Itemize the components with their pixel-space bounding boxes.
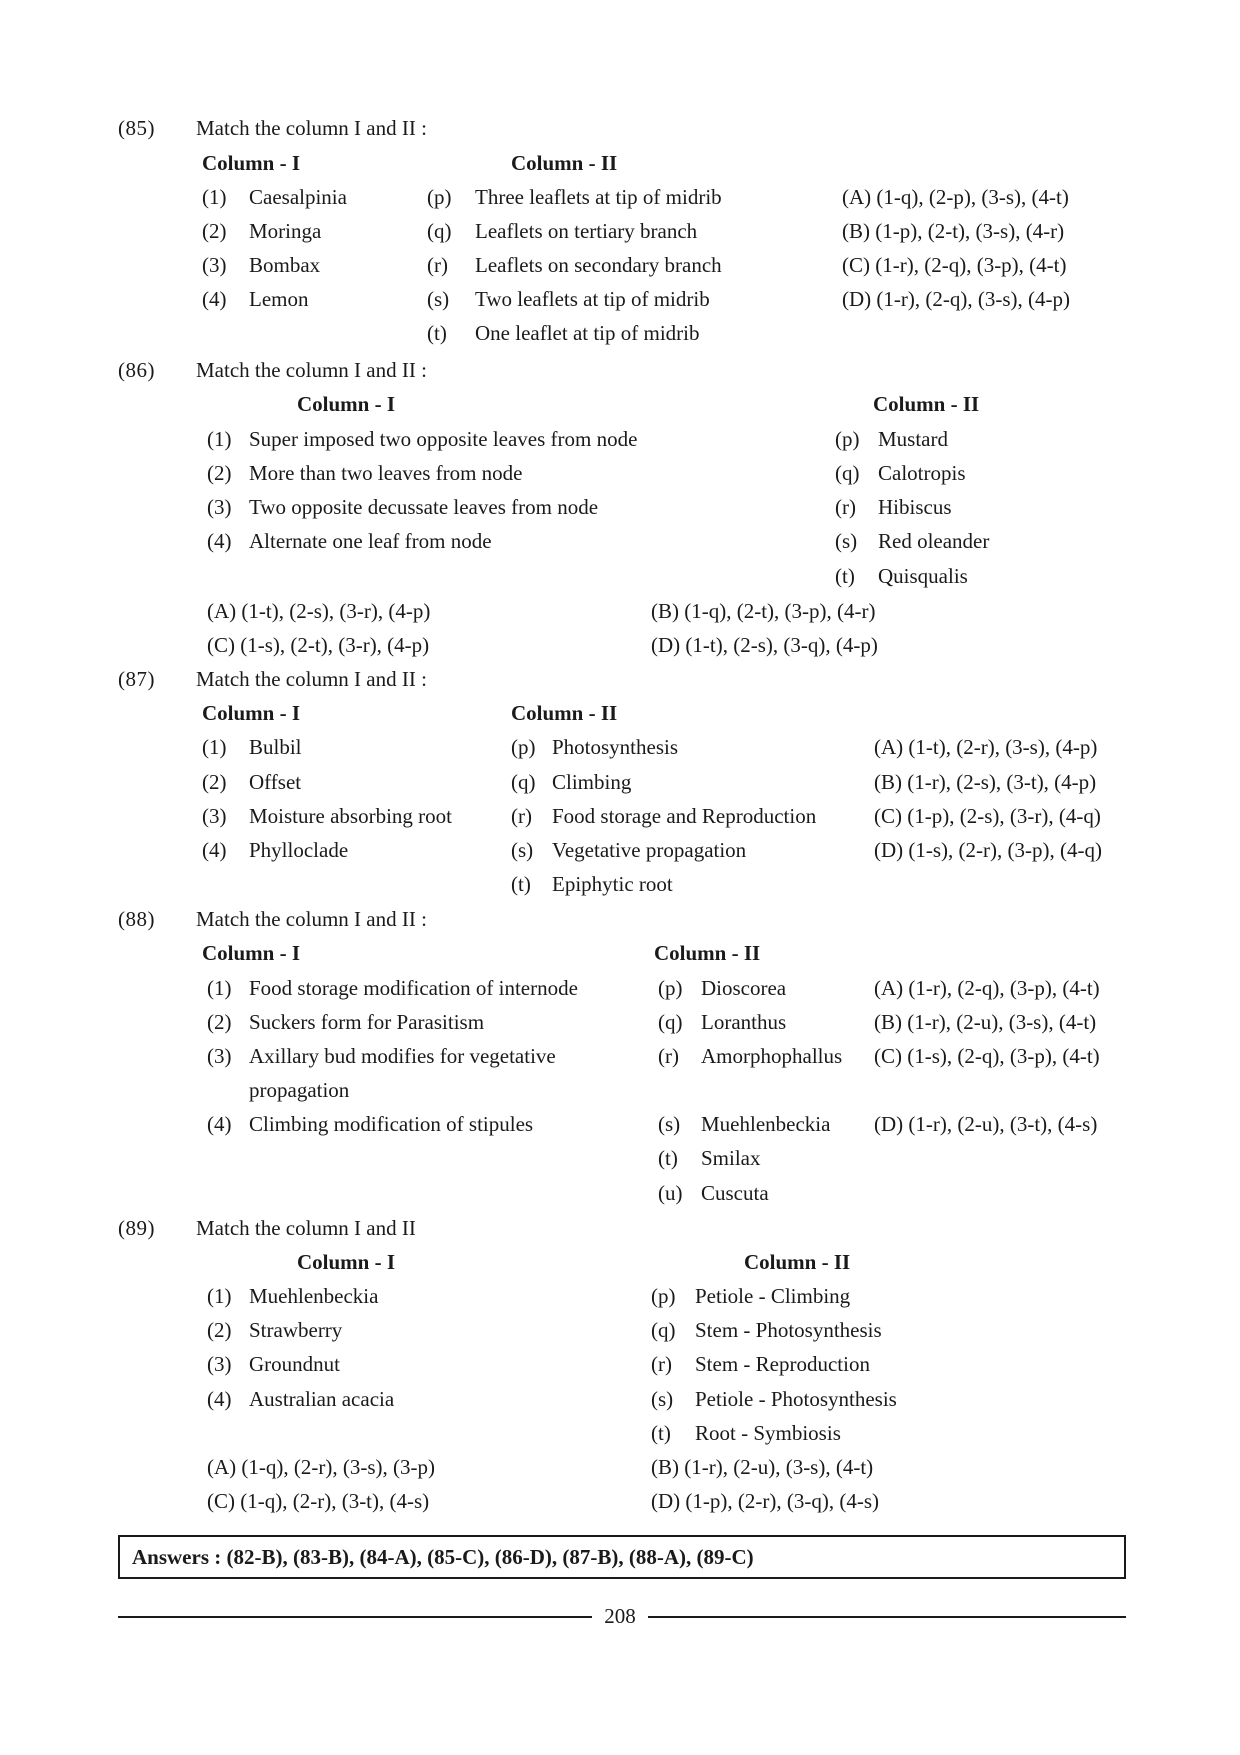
item-text: Cuscuta	[701, 1181, 769, 1205]
item-text: Three leaflets at tip of midrib	[475, 185, 722, 209]
item-text: Mustard	[878, 427, 948, 451]
item-text: Stem - Photosynthesis	[695, 1318, 882, 1342]
answer-option: (A) (1-r), (2-q), (3-p), (4-t)	[874, 976, 1100, 1000]
item-text-continued: propagation	[249, 1078, 350, 1102]
item-text: Petiole - Photosynthesis	[695, 1387, 897, 1411]
answer-option: (C) (1-s), (2-q), (3-p), (4-t)	[874, 1044, 1100, 1068]
item-text: Super imposed two opposite leaves from node	[249, 427, 638, 451]
item-text: Offset	[249, 770, 302, 794]
item-key: (4)	[202, 287, 227, 311]
answer-option: (C) (1-q), (2-r), (3-t), (4-s)	[207, 1489, 430, 1513]
item-key: (p)	[651, 1284, 676, 1308]
item-key: (3)	[202, 804, 227, 828]
answer-option: (B) (1-r), (2-s), (3-t), (4-p)	[874, 770, 1097, 794]
item-text: Groundnut	[249, 1352, 340, 1376]
item-key: (4)	[207, 529, 232, 553]
item-key: (3)	[207, 1044, 232, 1068]
item-key: (r)	[835, 495, 856, 519]
item-text: Moisture absorbing root	[249, 804, 452, 828]
item-text: Root - Symbiosis	[695, 1421, 841, 1445]
item-text: Leaflets on secondary branch	[475, 253, 722, 277]
item-text: Climbing	[552, 770, 632, 794]
item-key: (s)	[658, 1112, 681, 1136]
item-key: (p)	[835, 427, 860, 451]
item-text: Smilax	[701, 1146, 761, 1170]
answer-option: (B) (1-p), (2-t), (3-s), (4-r)	[842, 219, 1065, 243]
item-key: (t)	[658, 1146, 678, 1170]
item-text: Dioscorea	[701, 976, 787, 1000]
item-key: (t)	[835, 564, 855, 588]
item-key: (3)	[207, 1352, 232, 1376]
item-key: (q)	[427, 219, 452, 243]
item-text: One leaflet at tip of midrib	[475, 321, 700, 345]
item-text: Muehlenbeckia	[701, 1112, 831, 1136]
item-text: Loranthus	[701, 1010, 787, 1034]
column-header: Column - I	[202, 941, 301, 965]
answer-option: (D) (1-p), (2-r), (3-q), (4-s)	[651, 1489, 879, 1513]
answer-option: (C) (1-r), (2-q), (3-p), (4-t)	[842, 253, 1067, 277]
item-key: (1)	[207, 427, 232, 451]
question-number: (87)	[118, 667, 155, 691]
column-header: Column - I	[202, 151, 301, 175]
item-key: (2)	[207, 1010, 232, 1034]
item-key: (t)	[511, 872, 531, 896]
item-text: Phylloclade	[249, 838, 349, 862]
answer-option: (D) (1-r), (2-q), (3-s), (4-p)	[842, 287, 1070, 311]
item-key: (r)	[651, 1352, 672, 1376]
answer-option: (B) (1-q), (2-t), (3-p), (4-r)	[651, 599, 876, 623]
answer-option: (A) (1-t), (2-s), (3-r), (4-p)	[207, 599, 431, 623]
item-key: (t)	[427, 321, 447, 345]
item-text: Climbing modification of stipules	[249, 1112, 534, 1136]
item-key: (s)	[427, 287, 450, 311]
answers-box	[118, 1535, 1126, 1579]
answer-option: (C) (1-s), (2-t), (3-r), (4-p)	[207, 633, 430, 657]
item-key: (s)	[835, 529, 858, 553]
answer-option: (B) (1-r), (2-u), (3-s), (4-t)	[651, 1455, 874, 1479]
page-number: 208	[604, 1604, 636, 1628]
item-key: (s)	[651, 1387, 674, 1411]
item-key: (2)	[207, 461, 232, 485]
item-key: (r)	[427, 253, 448, 277]
item-key: (q)	[651, 1318, 676, 1342]
item-key: (4)	[202, 838, 227, 862]
column-header: Column - II	[654, 941, 761, 965]
item-key: (1)	[202, 185, 227, 209]
answer-option: (A) (1-t), (2-r), (3-s), (4-p)	[874, 735, 1098, 759]
item-key: (p)	[427, 185, 452, 209]
item-key: (1)	[207, 1284, 232, 1308]
item-key: (3)	[202, 253, 227, 277]
column-header: Column - II	[873, 392, 980, 416]
item-key: (p)	[511, 735, 536, 759]
item-text: Suckers form for Parasitism	[249, 1010, 485, 1034]
item-text: Two leaflets at tip of midrib	[475, 287, 710, 311]
item-text: Leaflets on tertiary branch	[475, 219, 698, 243]
item-text: Caesalpinia	[249, 185, 347, 209]
item-key: (t)	[651, 1421, 671, 1445]
item-text: Food storage modification of internode	[249, 976, 578, 1000]
item-text: Photosynthesis	[552, 735, 679, 759]
item-text: Two opposite decussate leaves from node	[249, 495, 599, 519]
question-number: (88)	[118, 907, 155, 931]
column-header: Column - I	[297, 392, 396, 416]
column-header: Column - II	[511, 701, 618, 725]
item-text: Petiole - Climbing	[695, 1284, 851, 1308]
item-text: Vegetative propagation	[552, 838, 747, 862]
question-number: (86)	[118, 358, 155, 382]
item-text: Quisqualis	[878, 564, 968, 588]
item-text: More than two leaves from node	[249, 461, 523, 485]
column-header: Column - II	[511, 151, 618, 175]
item-text: Bulbil	[249, 735, 302, 759]
footer-rule-right	[648, 1616, 1126, 1618]
item-key: (q)	[511, 770, 536, 794]
item-text: Muehlenbeckia	[249, 1284, 379, 1308]
column-header: Column - I	[297, 1250, 396, 1274]
column-header: Column - II	[744, 1250, 851, 1274]
item-key: (2)	[202, 770, 227, 794]
column-header: Column - I	[202, 701, 301, 725]
answer-option: (B) (1-r), (2-u), (3-s), (4-t)	[874, 1010, 1097, 1034]
item-text: Stem - Reproduction	[695, 1352, 870, 1376]
item-key: (2)	[207, 1318, 232, 1342]
item-text: Moringa	[249, 219, 322, 243]
answer-option: (C) (1-p), (2-s), (3-r), (4-q)	[874, 804, 1101, 828]
answers-text: Answers : (82-B), (83-B), (84-A), (85-C), (86-D), (87-B), (88-A), (89-C)	[132, 1545, 754, 1569]
item-text: Australian acacia	[249, 1387, 395, 1411]
item-text: Alternate one leaf from node	[249, 529, 492, 553]
answer-option: (A) (1-q), (2-r), (3-s), (3-p)	[207, 1455, 435, 1479]
item-key: (s)	[511, 838, 534, 862]
question-prompt: Match the column I and II	[196, 1216, 416, 1240]
question-prompt: Match the column I and II :	[196, 667, 427, 691]
footer-rule-left	[118, 1616, 592, 1618]
question-prompt: Match the column I and II :	[196, 907, 427, 931]
item-key: (1)	[207, 976, 232, 1000]
item-key: (4)	[207, 1387, 232, 1411]
answer-option: (D) (1-r), (2-u), (3-t), (4-s)	[874, 1112, 1098, 1136]
item-key: (1)	[202, 735, 227, 759]
item-key: (q)	[835, 461, 860, 485]
item-key: (3)	[207, 495, 232, 519]
item-key: (q)	[658, 1010, 683, 1034]
question-number: (89)	[118, 1216, 155, 1240]
item-text: Hibiscus	[878, 495, 952, 519]
item-text: Bombax	[249, 253, 321, 277]
answer-option: (A) (1-q), (2-p), (3-s), (4-t)	[842, 185, 1069, 209]
question-prompt: Match the column I and II :	[196, 358, 427, 382]
item-text: Food storage and Reproduction	[552, 804, 817, 828]
item-text: Red oleander	[878, 529, 990, 553]
item-text: Strawberry	[249, 1318, 343, 1342]
item-key: (2)	[202, 219, 227, 243]
item-key: (r)	[511, 804, 532, 828]
item-key: (r)	[658, 1044, 679, 1068]
item-key: (4)	[207, 1112, 232, 1136]
question-number: (85)	[118, 116, 155, 140]
item-key: (u)	[658, 1181, 683, 1205]
answer-option: (D) (1-t), (2-s), (3-q), (4-p)	[651, 633, 878, 657]
item-text: Epiphytic root	[552, 872, 673, 896]
question-prompt: Match the column I and II :	[196, 116, 427, 140]
item-text: Axillary bud modifies for vegetative	[249, 1044, 556, 1068]
item-text: Calotropis	[878, 461, 966, 485]
item-key: (p)	[658, 976, 683, 1000]
answer-option: (D) (1-s), (2-r), (3-p), (4-q)	[874, 838, 1102, 862]
item-text: Lemon	[249, 287, 309, 311]
item-text: Amorphophallus	[701, 1044, 843, 1068]
